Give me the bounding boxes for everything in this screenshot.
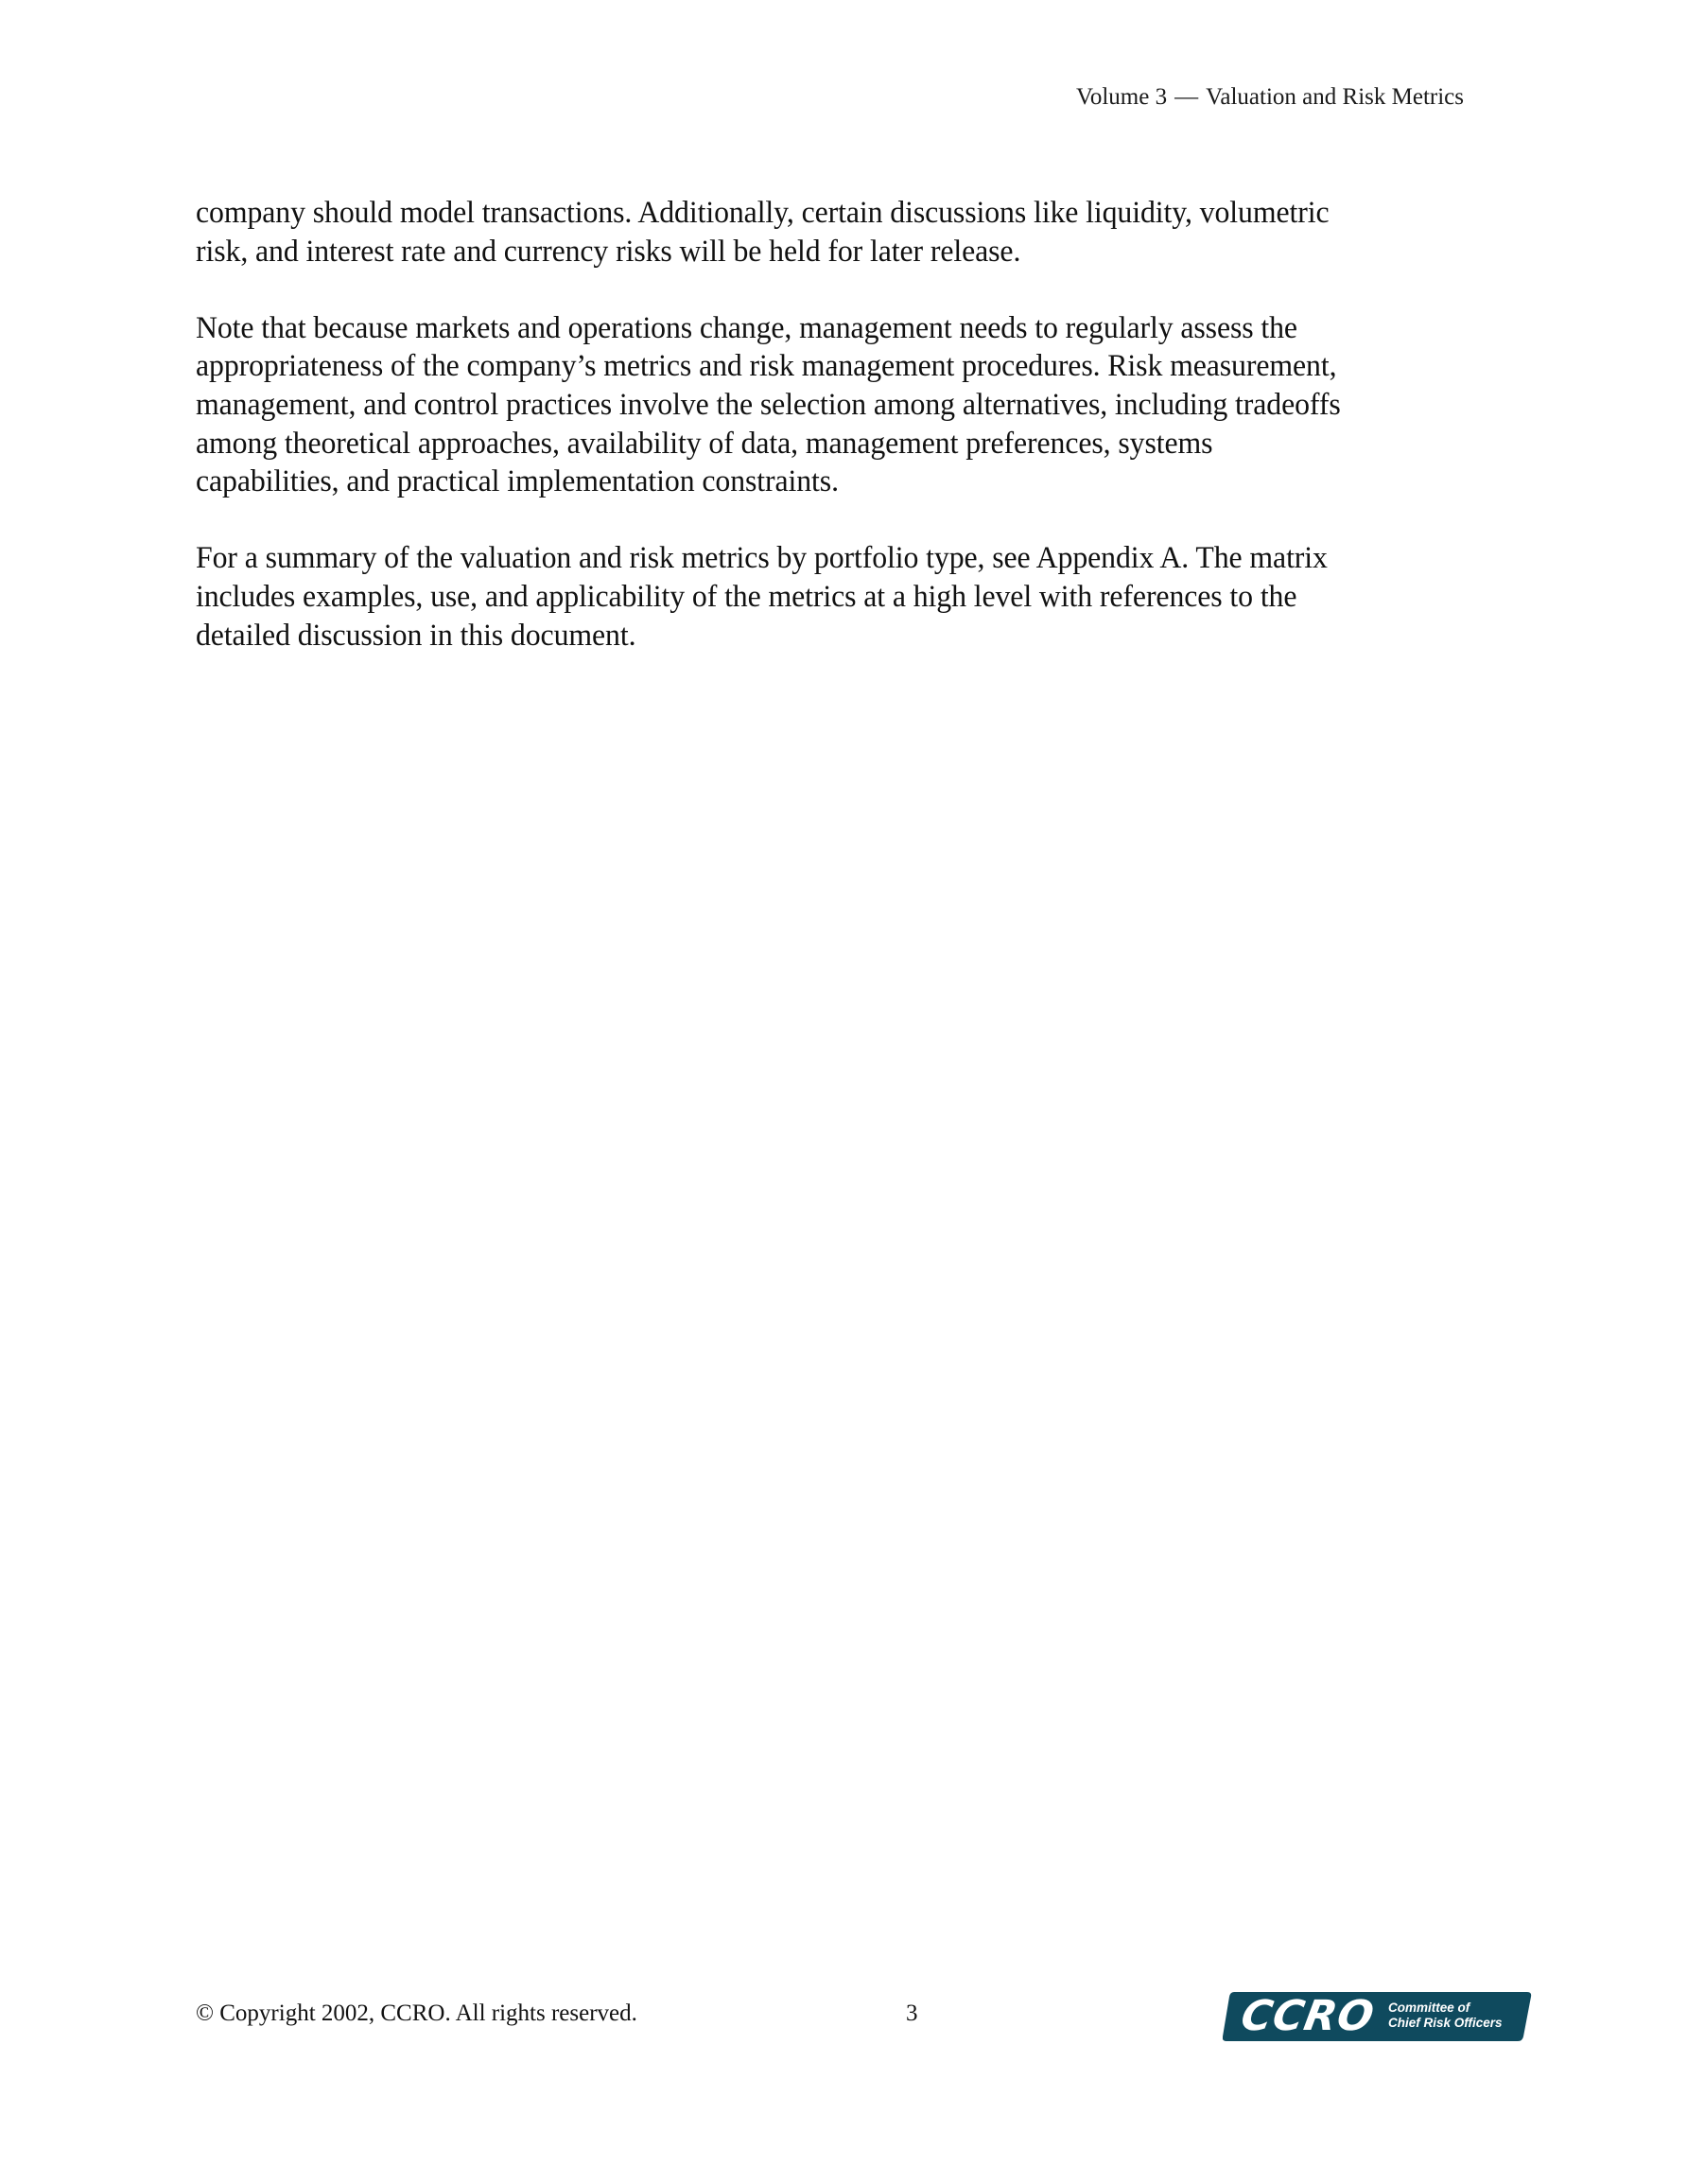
text-line: management, and control practices involve the selection among alternatives, including tradeoffs xyxy=(196,387,1341,422)
header-separator: — xyxy=(1174,84,1199,110)
logo-subtitle xyxy=(1388,2001,1503,2031)
document-body xyxy=(196,194,1520,693)
text-line: Note that because markets and operations change, management needs to regularly assess the xyxy=(196,310,1297,345)
text-line: appropriateness of the company’s metrics and risk management procedures. Risk measurement, xyxy=(196,349,1337,384)
text-line: includes examples, use, and applicability of the metrics at a high level with references to the xyxy=(196,579,1297,614)
page-footer xyxy=(196,1992,1532,2045)
text-line: among theoretical approaches, availability of data, management preferences, systems xyxy=(196,426,1213,461)
running-header xyxy=(1076,83,1464,112)
logo-subtitle-line: Committee of xyxy=(1388,2001,1470,2015)
text-line: company should model transactions. Additionally, certain discussions like liquidity, volumetric xyxy=(196,196,1330,230)
text-line: For a summary of the valuation and risk metrics by portfolio type, see Appendix A. The matrix xyxy=(196,541,1328,576)
page-number: 3 xyxy=(906,2001,918,2026)
text-line: risk, and interest rate and currency risks will be held for later release. xyxy=(196,234,1021,269)
logo-subtitle-line: Chief Risk Officers xyxy=(1388,2016,1503,2030)
ccro-logo xyxy=(1223,1992,1532,2041)
paragraph-summary xyxy=(196,539,1520,655)
header-volume: Volume 3 xyxy=(1076,84,1168,110)
text-line: detailed discussion in this document. xyxy=(196,618,636,653)
copyright-notice: © Copyright 2002, CCRO. All rights reserved. xyxy=(196,2001,637,2026)
text-line: capabilities, and practical implementation constraints. xyxy=(196,464,839,499)
logo-wordmark: CCRO xyxy=(1237,1992,1379,2040)
paragraph-note xyxy=(196,309,1520,501)
header-title: Valuation and Risk Metrics xyxy=(1206,84,1464,110)
paragraph-continuation xyxy=(196,194,1520,271)
